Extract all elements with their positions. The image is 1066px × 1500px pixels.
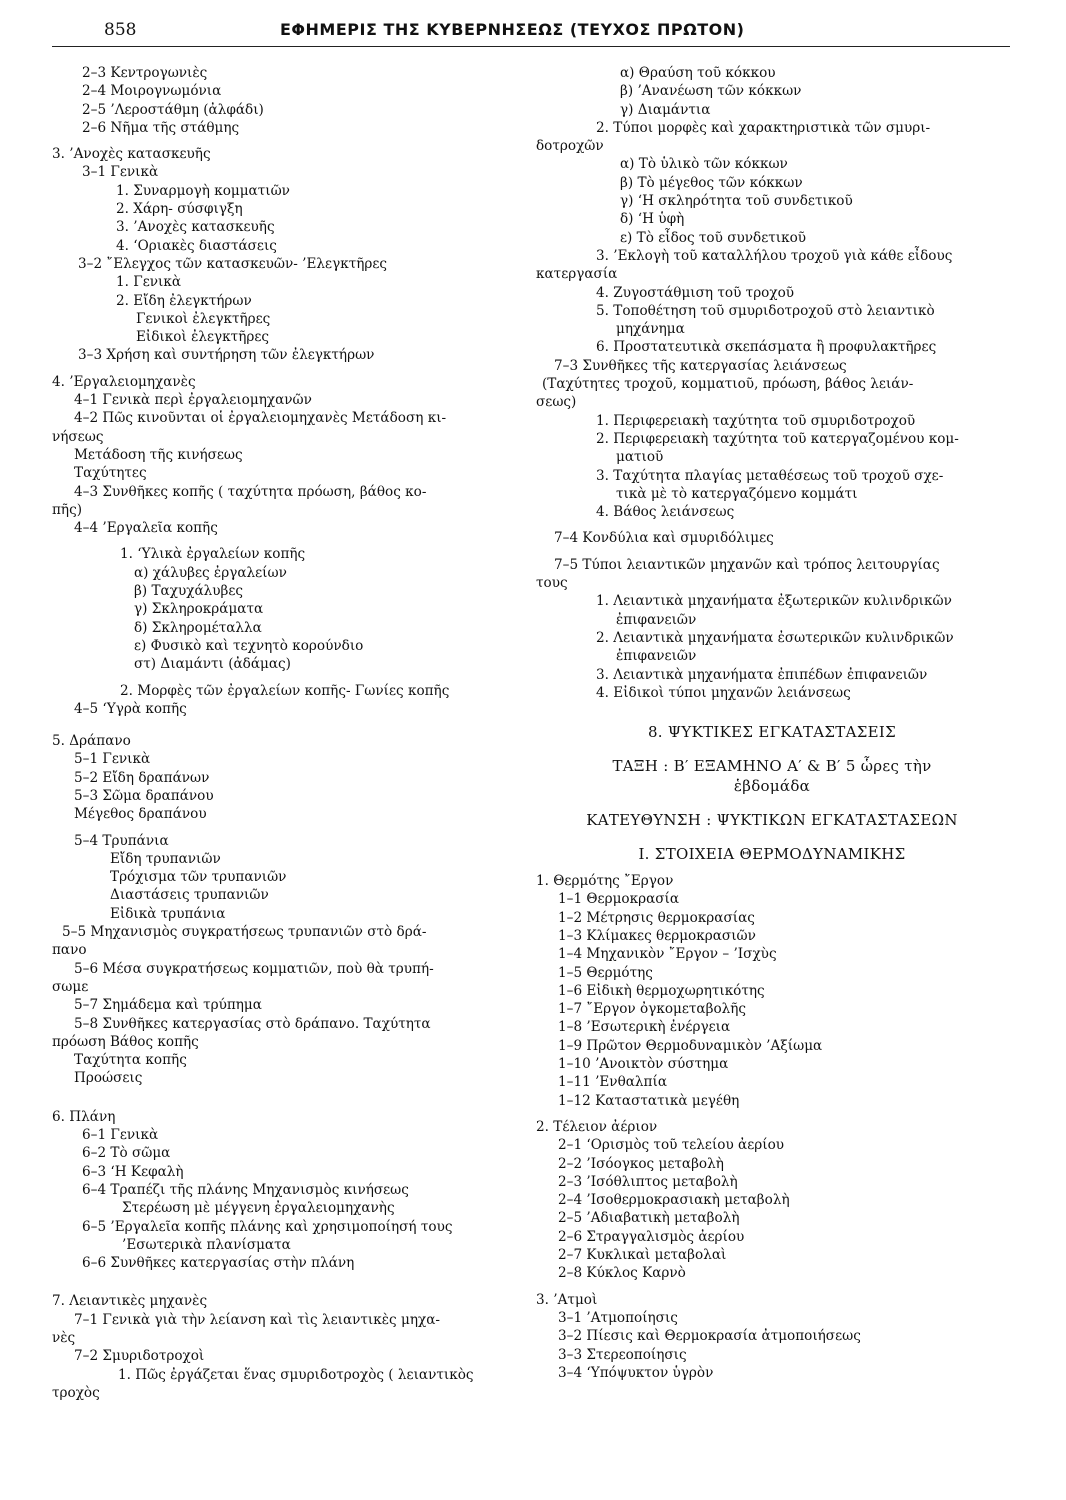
section-heading: ΤΑΞΗ : Β′ ΕΞΑΜΗΝΟ Α′ & Β′ 5 ὧρες τὴν (612, 757, 932, 776)
outline-item: Εἴδη τρυπανιῶν (110, 850, 221, 867)
outline-item: 2. Τέλειον ἀέριον (536, 1118, 658, 1135)
outline-item: 5–1 Γενικὰ (74, 751, 151, 768)
line-gap (52, 365, 520, 373)
outline-item: 2–5 ’Αδιαβατικὴ μεταβολὴ (558, 1210, 740, 1227)
outline-item: 2–4 ’Ισοθερμοκρασιακὴ μεταβολὴ (558, 1192, 790, 1209)
outline-item: σεως) (536, 394, 577, 411)
outline-item: 4–1 Γενικὰ περὶ ἐργαλειομηχανῶν (74, 392, 312, 409)
outline-item: 1–8 ’Εσωτερικὴ ἐνέργεια (558, 1019, 731, 1036)
outline-item: 3. ’Εκλογὴ τοῦ καταλλήλου τροχοῦ γιὰ κάθε εἶδους (596, 247, 953, 264)
outline-item: ἐπιφανειῶν (616, 611, 697, 628)
outline-item: 4–3 Συνθῆκες κοπῆς ( ταχύτητα πρόωση, βάθος κο- (74, 483, 427, 500)
line-gap (536, 702, 1008, 722)
running-head: ΕΦΗΜΕΡΙΣ ΤΗΣ ΚΥΒΕΡΝΗΣΕΩΣ (ΤΕΥΧΟΣ ΠΡΩΤΟΝ) (280, 20, 745, 39)
line-gap (536, 830, 1008, 844)
outline-item: ε) Φυσικὸ καὶ τεχνητὸ κορούνδιο (134, 637, 364, 654)
outline-item: 2. Περιφερειακὴ ταχύτητα τοῦ κατεργαζομένου κομ- (596, 430, 959, 447)
header-rule (52, 46, 1010, 47)
outline-item: Μέγεθος δραπάνου (74, 806, 207, 823)
outline-item: 5–6 Μέσα συγκρατήσεως κομματιῶν, ποὺ θὰ τρυπή- (74, 960, 434, 977)
section-heading: Ι. ΣΤΟΙΧΕΙΑ ΘΕΡΜΟΔΥΝΑΜΙΚΗΣ (638, 845, 906, 864)
outline-item: 3–2 ῎Ελεγχος τῶν κατασκευῶν- ’Ελεγκτῆρες (78, 255, 388, 272)
outline-item: γ) ‘Η σκληρότητα τοῦ συνδετικοῦ (620, 193, 853, 210)
outline-item: 2–3 ’Ισόθλιπτος μεταβολὴ (558, 1173, 738, 1190)
outline-item: 6. Προστατευτικὰ σκεπάσματα ἢ προφυλακτῆρες (596, 339, 937, 356)
outline-item: 2–3 Κεντρογωνιὲς (82, 65, 208, 81)
section-heading: 8. ΨΥΚΤΙΚΕΣ ΕΓΚΑΤΑΣΤΑΣΕΙΣ (647, 723, 897, 742)
left-column (52, 64, 520, 1402)
outline-item: 3–3 Χρήση καὶ συντήρηση τῶν ἐλεγκτήρων (78, 347, 375, 364)
outline-item: 5–8 Συνθῆκες κατεργασίας στὸ δράπανο. Ταχύτητα (74, 1015, 431, 1032)
outline-item: Εἰδικοὶ ἐλεγκτῆρες (136, 329, 269, 346)
outline-item: Προώσεις (74, 1070, 143, 1087)
line-gap (52, 137, 520, 145)
line-gap (536, 742, 1008, 756)
outline-item: δοτροχῶν (536, 138, 604, 155)
outline-item: 7–2 Σμυριδοτροχοὶ (74, 1348, 205, 1365)
outline-item: Εἰδικὰ τρυπάνια (110, 905, 226, 922)
outline-item: 6. Πλάνη (52, 1108, 116, 1125)
line-gap (536, 521, 1008, 529)
outline-item: α) Θραύση τοῦ κόκκου (620, 65, 776, 81)
outline-item: 6–4 Τραπέζι τῆς πλάνης Μηχανισμὸς κινήσεως (82, 1181, 409, 1198)
outline-item: 2–6 Στραγγαλισμὸς ἀερίου (558, 1228, 745, 1245)
outline-item: 1–7 ῎Εργον ὀγκομεταβολῆς (558, 1001, 747, 1018)
outline-item: 2–5 ’Λεροστάθμη (ἀλφάδι) (82, 101, 264, 118)
outline-item: ’Εσωτερικὰ πλανίσματα (122, 1236, 291, 1253)
outline-item: 6–1 Γενικὰ (82, 1127, 159, 1144)
outline-item: Διαστάσεις τρυπανιῶν (110, 887, 269, 904)
outline-item: δ) Σκληρομέταλλα (134, 619, 262, 636)
outline-item: ε) Τὸ εἶδος τοῦ συνδετικοῦ (620, 229, 807, 246)
outline-item: 2–1 ‘Ορισμὸς τοῦ τελείου ἀερίου (558, 1137, 785, 1154)
outline-item: τικὰ μὲ τὸ κατεργαζόμενο κομμάτι (616, 485, 858, 502)
outline-item: 3. Ταχύτητα πλαγίας μεταθέσεως τοῦ τροχοῦ σχε- (596, 467, 944, 484)
outline-item: 3. ’Ανοχὲς κατασκευῆς (116, 219, 275, 236)
outline-item: 1–9 Πρῶτον Θερμοδυναμικὸν ’Αξίωμα (558, 1037, 823, 1054)
outline-item: 2. Εἴδη ἐλεγκτήρων (116, 292, 252, 309)
outline-item: (Ταχύτητες τροχοῦ, κομματιοῦ, πρόωση, βάθος λειάν- (542, 376, 914, 393)
outline-item: 6–5 ’Εργαλεῖα κοπῆς πλάνης καὶ χρησιμοποίησή τους (82, 1218, 453, 1235)
outline-item: 2–2 ’Ισόογκος μεταβολὴ (558, 1155, 724, 1172)
line-gap (52, 537, 520, 545)
outline-item: 3. Λειαντικὰ μηχανήματα ἐπιπέδων ἐπιφανειῶν (596, 666, 928, 683)
outline-item: τους (536, 575, 568, 592)
outline-item: 7–1 Γενικὰ γιὰ τὴν λείανση καὶ τὶς λειαντικὲς μηχα- (74, 1311, 440, 1328)
outline-item: 2–8 Κύκλος Καρνὸ (558, 1265, 686, 1282)
outline-item: 1. Πῶς ἐργάζεται ἕνας σμυριδοτροχὸς ( λειαντικὸς (118, 1366, 474, 1383)
page-number: 858 (104, 20, 137, 40)
outline-item: 1–11 ’Ενθαλπία (558, 1074, 667, 1091)
line-gap (52, 674, 520, 682)
outline-item: 1. Θερμότης ῎Εργον (536, 873, 674, 890)
outline-item: μηχάνημα (616, 321, 685, 338)
outline-item: 3–3 Στερεοποίησις (558, 1346, 687, 1363)
outline-item: 5–7 Σημάδεμα καὶ τρύπημα (74, 997, 262, 1014)
outline-item: 4. Εἰδικοὶ τύποι μηχανῶν λειάνσεως (596, 684, 851, 701)
outline-item: Στερέωση μὲ μέγγενη ἐργαλειομηχανὴς (122, 1200, 395, 1217)
outline-item: 7–3 Συνθῆκες τῆς κατεργασίας λειάνσεως (554, 357, 847, 374)
outline-item: 3–4 ‘Υπόψυκτον ὑγρὸν (558, 1364, 714, 1381)
outline-item: 3. ’Ανοχὲς κατασκευῆς (52, 146, 211, 163)
outline-item: 1–4 Μηχανικὸν ῎Εργον – ’Ισχὺς (558, 946, 777, 963)
outline-item: 1–2 Μέτρησις θερμοκρασίας (558, 909, 755, 926)
outline-item: α) Τὸ ὑλικὸ τῶν κόκκων (620, 156, 788, 173)
outline-item: 1. Λειαντικὰ μηχανήματα ἐξωτερικῶν κυλινδρικῶν (596, 593, 952, 610)
outline-item: 1–6 Εἰδικὴ θερμοχωρητικότης (558, 982, 765, 999)
section-heading: ΚΑΤΕΥΘΥΝΣΗ : ΨΥΚΤΙΚΩΝ ΕΓΚΑΤΑΣΤΑΣΕΩΝ (586, 811, 958, 830)
line-gap (536, 548, 1008, 556)
outline-item: ἐπιφανειῶν (616, 648, 697, 665)
outline-item: 2–6 Νῆμα τῆς στάθμης (82, 119, 240, 136)
outline-item: 2–7 Κυκλικαὶ μεταβολαὶ (558, 1247, 727, 1264)
outline-item: ματιοῦ (616, 449, 664, 466)
outline-item: 7–4 Κονδύλια καὶ σμυριδόλιμες (554, 530, 774, 547)
outline-item: β) ’Ανανέωση τῶν κόκκων (620, 83, 802, 100)
outline-item: β) Ταχυχάλυβες (134, 583, 244, 600)
outline-item: 1–3 Κλίμακες θερμοκρασιῶν (558, 927, 756, 944)
outline-item: νὲς (52, 1330, 76, 1346)
outline-item: 3–1 ’Ατμοποίησις (558, 1309, 678, 1326)
outline-item: Γενικοὶ ἐλεγκτῆρες (136, 310, 271, 327)
line-gap (52, 718, 520, 732)
outline-item: Τρόχισμα τῶν τρυπανιῶν (110, 869, 287, 886)
outline-item: 2. Τύποι μορφὲς καὶ χαρακτηριστικὰ τῶν σμυρι- (596, 119, 931, 136)
outline-item: 6–6 Συνθῆκες κατεργασίας στὴν πλάνη (82, 1255, 355, 1272)
outline-item: στ) Διαμάντι (ἀδάμας) (134, 656, 291, 673)
line-gap (536, 1283, 1008, 1291)
outline-item: Ταχύτητα κοπῆς (74, 1052, 187, 1069)
outline-item: 1–12 Καταστατικὰ μεγέθη (558, 1092, 740, 1109)
outline-item: 2. Χάρη- σύσφιγξη (116, 201, 243, 218)
outline-item: 1–10 ’Ανοικτὸν σύστημα (558, 1056, 729, 1073)
line-gap (536, 1110, 1008, 1118)
outline-item: 2. Λειαντικὰ μηχανήματα ἐσωτερικῶν κυλινδρικῶν (596, 629, 954, 646)
outline-item: 2–4 Μοιρογνωμόνια (82, 83, 222, 100)
outline-item: 1–5 Θερμότης (558, 964, 653, 981)
line-gap (536, 796, 1008, 810)
outline-item: 4. ’Εργαλειομηχανὲς (52, 373, 196, 390)
outline-item: 4. Βάθος λειάνσεως (596, 504, 735, 521)
outline-item: κατεργασία (536, 266, 618, 283)
outline-item: 5. Δράπανο (52, 733, 131, 750)
outline-item: 5. Τοποθέτηση τοῦ σμυριδοτροχοῦ στὸ λειαντικὸ (596, 302, 935, 319)
outline-item: β) Τὸ μέγεθος τῶν κόκκων (620, 174, 803, 191)
outline-item: 3–1 Γενικὰ (82, 164, 159, 181)
outline-item: πῆς) (52, 501, 82, 518)
line-gap (52, 1272, 520, 1292)
outline-item: δ) ‘Η ὑφὴ (620, 211, 685, 228)
outline-item: Ταχύτητες (74, 465, 147, 482)
section-heading: ἑβδομάδα (733, 777, 811, 796)
outline-item: 7–5 Τύποι λειαντικῶν μηχανῶν καὶ τρόπος λειτουργίας (554, 556, 940, 573)
outline-item: πρόωση Βάθος κοπῆς (52, 1033, 199, 1050)
outline-item: σωμε (52, 978, 89, 995)
outline-item: 4. Ζυγοστάθμιση τοῦ τροχοῦ (596, 284, 795, 301)
outline-item: 6–2 Τὸ σῶμα (82, 1145, 171, 1162)
outline-item: 1–1 Θερμοκρασία (558, 891, 680, 908)
outline-item: 4. ‘Οριακὲς διαστάσεις (116, 237, 277, 254)
outline-item: 2. Μορφὲς τῶν ἐργαλείων κοπῆς- Γωνίες κοπῆς (120, 682, 450, 699)
outline-item: 1. ‘Υλικὰ ἐργαλείων κοπῆς (120, 546, 306, 563)
outline-item: 1. Συναρμογὴ κομματιῶν (116, 182, 290, 199)
outline-item: 6–3 ‘Η Κεφαλὴ (82, 1163, 184, 1180)
right-column (536, 64, 1008, 1382)
outline-item: Μετάδοση τῆς κινήσεως (74, 446, 243, 463)
outline-item: 4–2 Πῶς κινοῦνται οἱ ἐργαλειομηχανὲς Μετάδοση κι- (74, 410, 447, 427)
outline-item: 5–2 Εἴδη δραπάνων (74, 769, 210, 786)
outline-item: νήσεως (52, 428, 104, 445)
outline-item: α) χάλυβες ἐργαλείων (134, 564, 287, 581)
line-gap (536, 864, 1008, 872)
outline-item: 1. Περιφερειακὴ ταχύτητα τοῦ σμυριδοτροχοῦ (596, 412, 916, 429)
outline-item: 4–5 ‘Υγρὰ κοπῆς (74, 700, 187, 717)
outline-item: πανο (52, 942, 87, 959)
outline-item: 5–5 Μηχανισμὸς συγκρατήσεως τρυπανιῶν στὸ δρά- (62, 924, 427, 941)
line-gap (52, 824, 520, 832)
outline-item: 5–3 Σῶμα δραπάνου (74, 787, 214, 804)
outline-item: 7. Λειαντικὲς μηχανὲς (52, 1293, 208, 1310)
outline-item: γ) Διαμάντια (620, 101, 711, 118)
outline-item: 1. Γενικὰ (116, 274, 182, 291)
outline-item: τροχὸς (52, 1384, 100, 1401)
outline-item: 3–2 Πίεσις καὶ Θερμοκρασία ἀτμοποιήσεως (558, 1328, 861, 1345)
outline-item: 5–4 Τρυπάνια (74, 832, 169, 849)
outline-item: 4–4 ’Εργαλεῖα κοπῆς (74, 520, 218, 537)
line-gap (52, 1088, 520, 1108)
outline-item: γ) Σκληροκράματα (134, 601, 264, 618)
outline-item: 3. ’Ατμοὶ (536, 1291, 598, 1308)
